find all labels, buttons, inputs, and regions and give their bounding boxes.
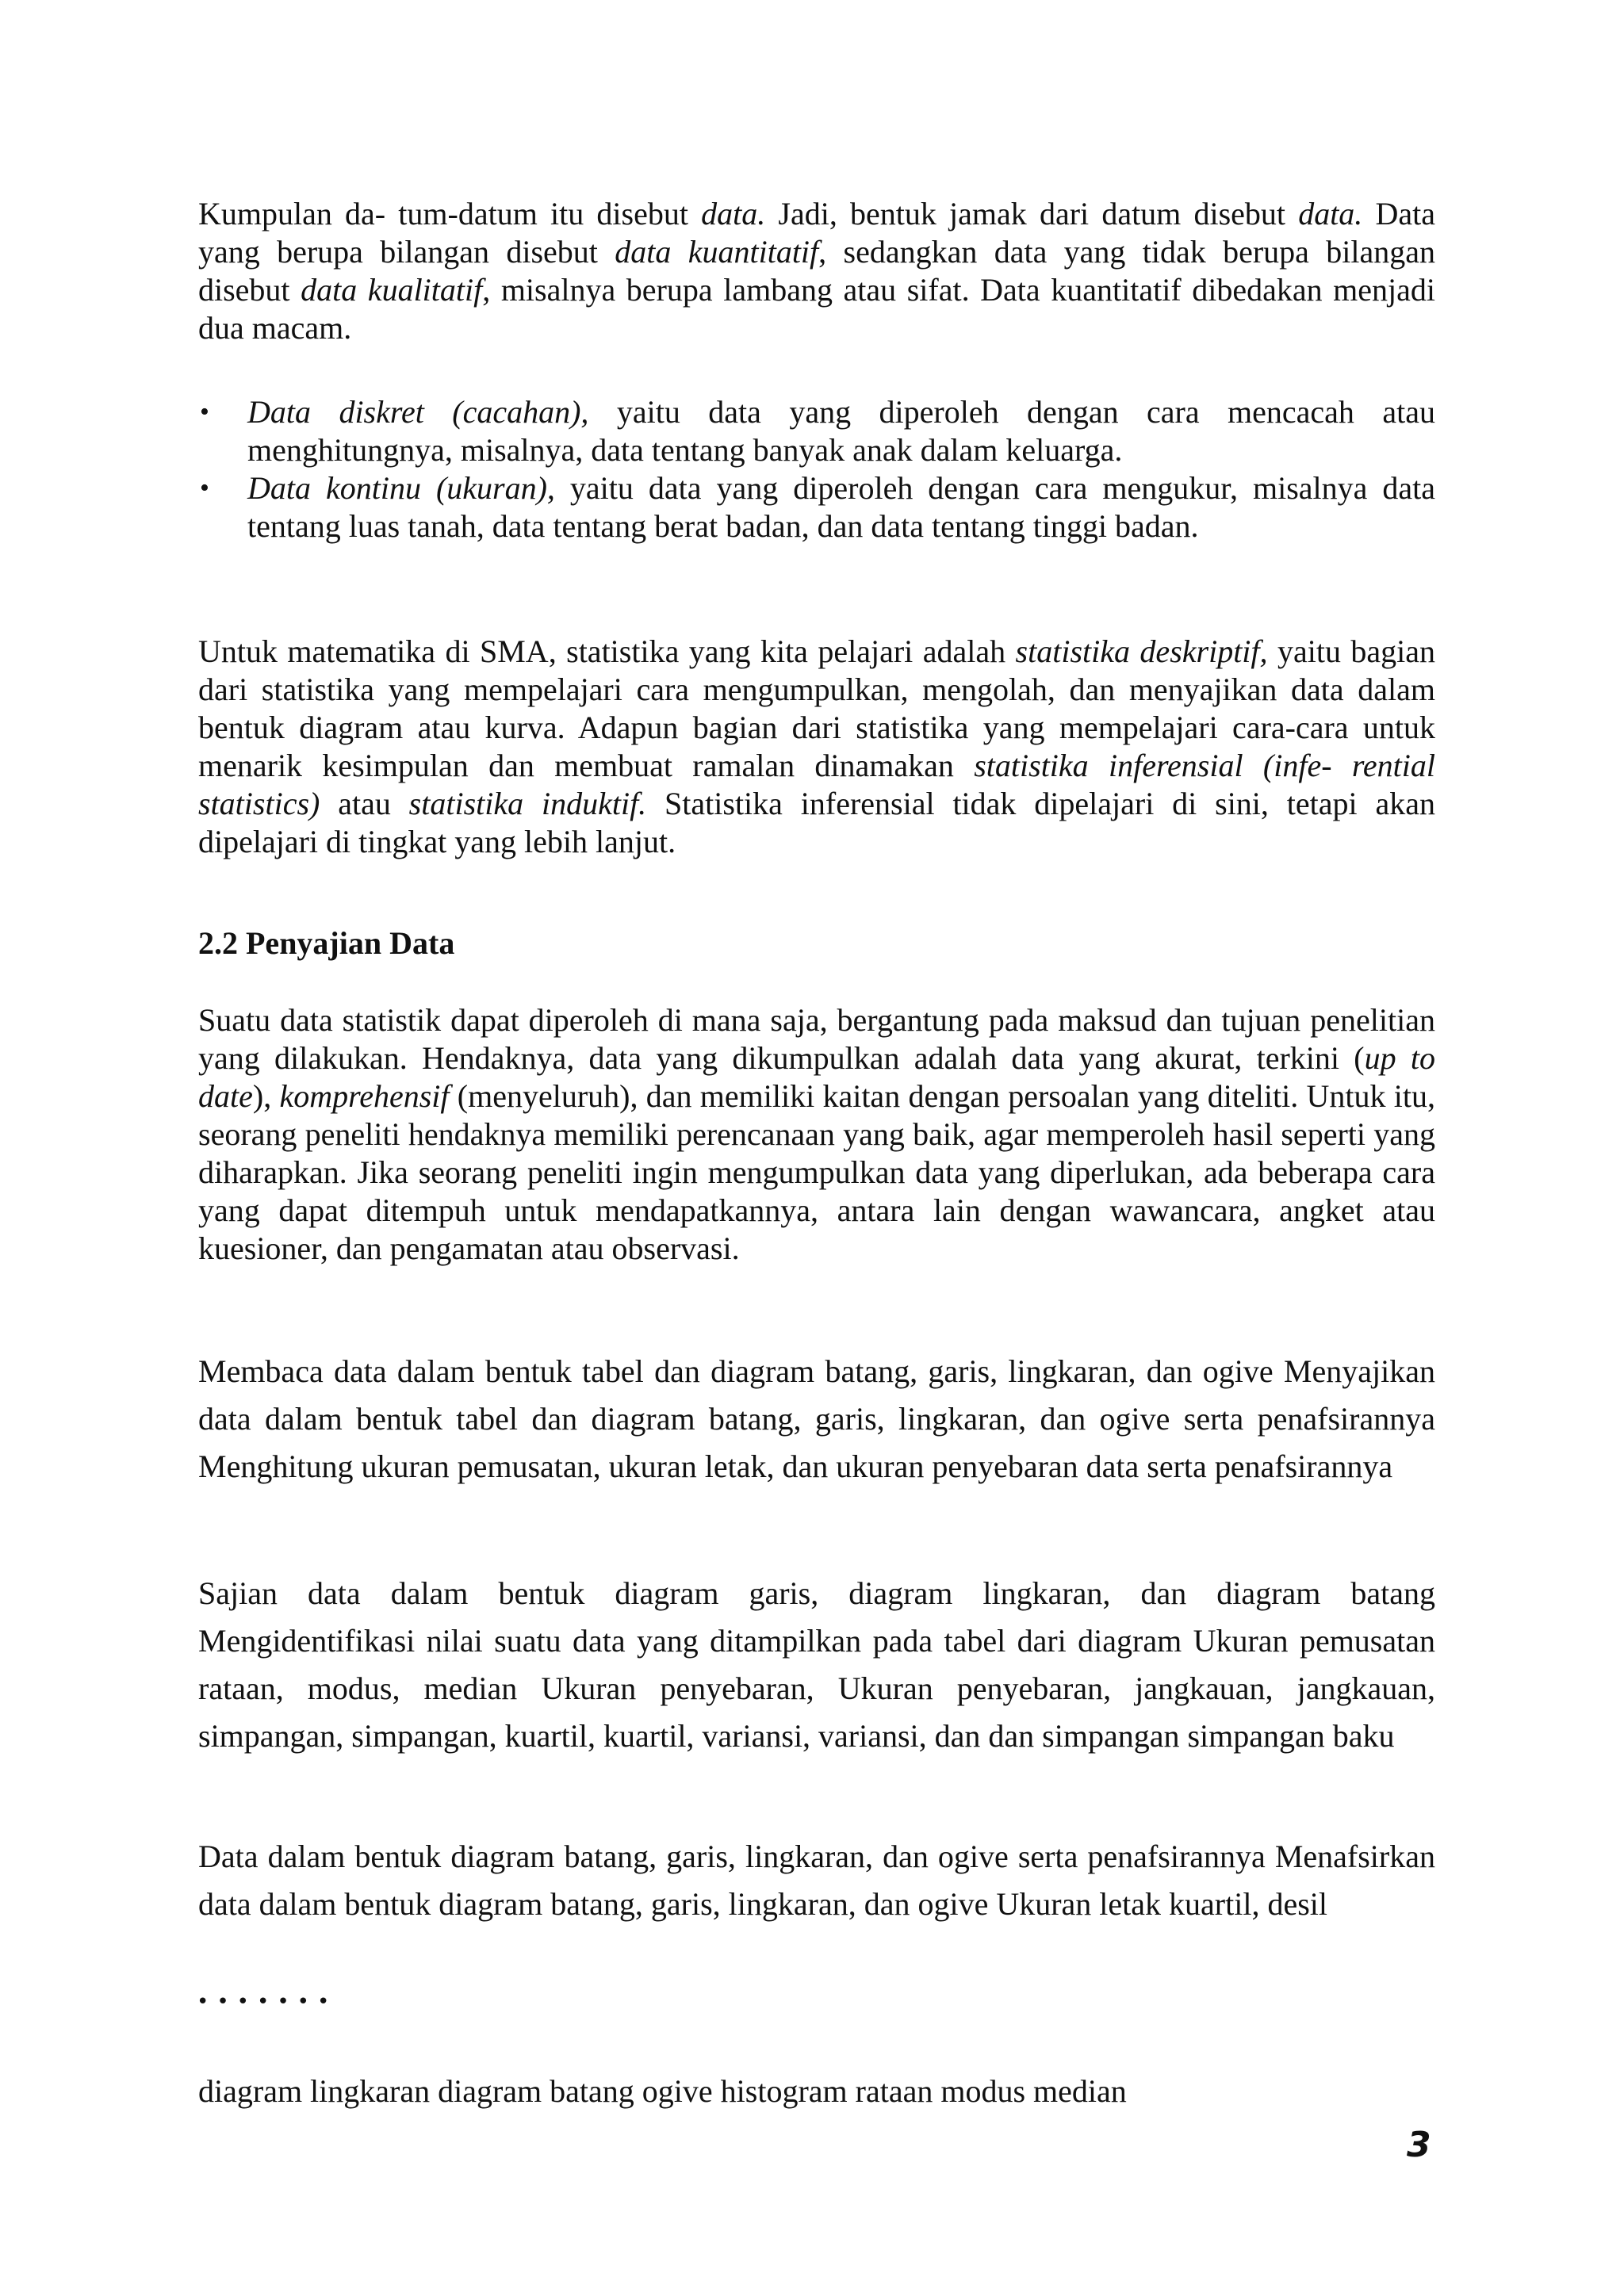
text-span: Suatu data statistik dapat diperoleh di mana saja, bergantung pada maksud dan tujuan penelitian yang dilakukan. Hendaknya, data yang dikumpulkan adalah data yang akurat, terkini ( <box>198 1002 1435 1076</box>
text-span: (menyeluruh), dan memiliki kaitan dengan persoalan yang diteliti. Untuk itu, seorang peneliti hendaknya memiliki perencanaan yang baik, agar memperoleh hasil seperti yang diharapkan. Jika seorang peneliti ingin mengumpulkan data yang diperlukan, ada beberapa cara yang dapat ditempuh untuk mendapatkannya, antara lain dengan wawancara, angket atau kuesioner, dan pengamatan atau observasi. <box>198 1078 1435 1266</box>
text-span: Jadi, bentuk jamak dari datum disebut <box>765 196 1299 232</box>
paragraph-data-definition <box>198 195 1435 347</box>
text-span: ), <box>252 1078 280 1114</box>
paragraph-competency-1 <box>198 1348 1435 1490</box>
italic-term: komprehensif <box>279 1078 450 1114</box>
list-item-text: yaitu data yang diperoleh dengan cara mencacah atau menghitungnya, misalnya, data tentang banyak anak dalam keluarga. <box>247 394 1435 468</box>
paragraph-statistika-deskriptif <box>198 633 1435 861</box>
italic-term: data. <box>701 196 766 232</box>
keywords-line <box>198 2072 1467 2110</box>
list-item <box>198 393 1435 469</box>
italic-term: data kualitatif <box>301 272 483 308</box>
text-span: Statistika inferensial tidak dipelajari di sini, tetapi akan dipelajari di tingkat yang lebih lanjut. <box>198 786 1435 859</box>
keywords-text: diagram lingkaran diagram batang ogive histogram rataan modus median <box>198 2073 1127 2109</box>
paragraph-text: Data dalam bentuk diagram batang, garis, lingkaran, dan ogive serta penafsirannya Menafsirkan data dalam bentuk diagram batang, garis, lingkaran, dan ogive Ukuran letak kuartil, desil <box>198 1839 1435 1922</box>
italic-term: statistika induktif. <box>408 786 647 821</box>
text-span: Untuk matematika di SMA, statistika yang kita pelajari adalah <box>198 633 1016 669</box>
bullet-icon: • <box>200 397 209 427</box>
bullet-list <box>198 393 1435 545</box>
italic-term: Data kontinu (ukuran), <box>247 470 555 506</box>
text-span: Data yang berupa bilangan disebut <box>198 196 1435 270</box>
italic-term: Data diskret (cacahan), <box>247 394 589 430</box>
text-span: , sedangkan data yang tidak berupa bilangan disebut <box>198 234 1436 308</box>
text-span: , misalnya berupa lambang atau sifat. Data kuantitatif dibedakan menjadi dua macam. <box>198 272 1436 346</box>
text-span: yaitu bagian dari statistika yang mempelajari cara mengumpulkan, mengolah, dan menyajikan data dalam bentuk diagram atau kurva. Adapun bagian dari statistika yang mempelajari cara-cara untuk menarik kesimpulan dan membuat ramalan dinamakan <box>198 633 1435 783</box>
page-number: 3 <box>1407 2125 1431 2165</box>
bullet-icon: • <box>200 473 209 503</box>
italic-term: data kuantitatif <box>615 234 819 270</box>
list-item <box>198 469 1435 545</box>
paragraph-text: Sajian data dalam bentuk diagram garis, diagram lingkaran, dan diagram batang Mengidentifikasi nilai suatu data yang ditampilkan pada tabel dari diagram Ukuran pemusatan rataan, modus, median Ukuran penyebaran, Ukuran penyebaran, jangkauan, jangkauan, simpangan, simpangan, kuartil, kuartil, variansi, variansi, dan dan simpangan simpangan baku <box>198 1575 1435 1754</box>
list-item-text: yaitu data yang diperoleh dengan cara mengukur, misalnya data tentang luas tanah, data tentang berat badan, dan data tentang tinggi badan. <box>247 470 1435 544</box>
italic-term: up to date <box>198 1040 1436 1114</box>
text-span: atau <box>320 786 409 821</box>
paragraph-competency-2 <box>198 1570 1435 1760</box>
paragraph-competency-3 <box>198 1833 1435 1928</box>
italic-term: statistika inferensial (infe- rential statistics) <box>198 748 1436 821</box>
paragraph-text: Membaca data dalam bentuk tabel dan diagram batang, garis, lingkaran, dan ogive Menyajikan data dalam bentuk tabel dan diagram batang, garis, lingkaran, dan ogive serta penafsirannya Menghitung ukuran pemusatan, ukuran letak, dan ukuran penyebaran data serta penafsirannya <box>198 1353 1435 1484</box>
dot-separator: ••••••• <box>197 1990 338 2014</box>
italic-term: statistika deskriptif, <box>1015 633 1268 669</box>
text-span: Kumpulan da- tum-datum itu disebut <box>198 196 702 232</box>
paragraph-data-collection <box>198 1001 1435 1268</box>
section-heading: 2.2 Penyajian Data <box>198 925 455 961</box>
italic-term: data. <box>1298 196 1363 232</box>
